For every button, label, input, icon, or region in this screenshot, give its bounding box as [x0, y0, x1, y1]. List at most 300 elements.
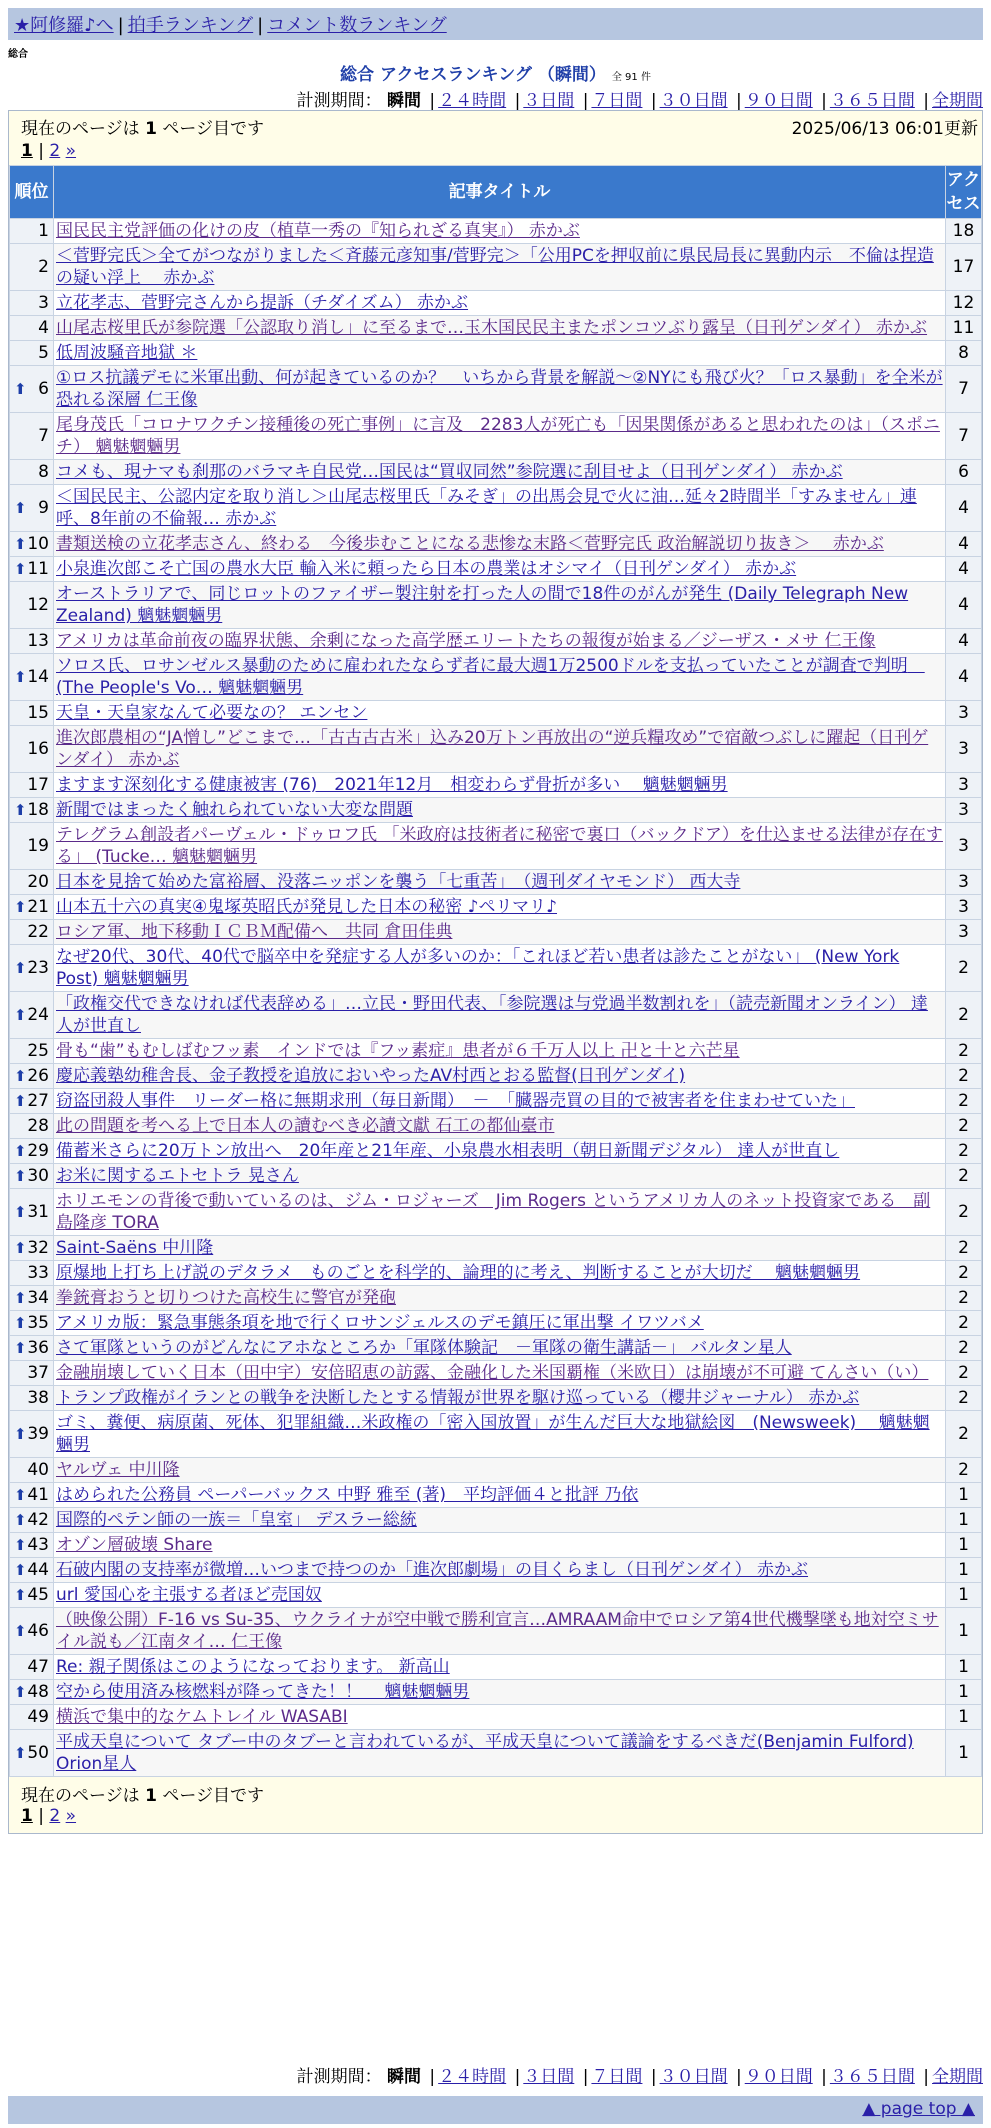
title-cell — [54, 557, 946, 582]
access-count: 3 — [946, 726, 982, 773]
table-row — [10, 1164, 982, 1189]
period-24h[interactable]: ２４時間 — [438, 91, 507, 111]
title-cell — [54, 654, 946, 701]
rank-cell — [10, 654, 54, 701]
total-count: 全 91 件 — [611, 72, 651, 83]
table-row — [10, 870, 982, 895]
title-cell — [54, 1039, 946, 1064]
rank-number: 6 — [38, 379, 49, 399]
article-link[interactable]: 備蓄米さらに20万トン放出へ 20年産と21年産、小泉農水相表明（朝日新聞デジタル） 達人が世直し — [56, 1141, 840, 1161]
title-cell — [54, 341, 946, 366]
access-count: 1 — [946, 1558, 982, 1583]
article-link[interactable]: 平成天皇について タブー中のタブーと言われているが、平成天皇について議論をするべきだ(Benjamin Fulford) Orion星人 — [56, 1732, 914, 1774]
rank-cell — [10, 244, 54, 291]
article-link[interactable]: ホリエモンの背後で動いているのは、ジム・ロジャーズ Jim Rogers というアメリカ人のネット投資家である 副島隆彦 TORA — [56, 1191, 931, 1233]
title-cell — [54, 413, 946, 460]
title-cell — [54, 870, 946, 895]
access-count: 1 — [946, 1508, 982, 1533]
article-link[interactable]: 金融崩壊していく日本（田中宇）安倍昭恵の訪露、金融化した米国覇権（米欧日）は崩壊が不可避 てんさい（い） — [56, 1363, 929, 1383]
article-link[interactable]: ヤルヴェ 中川隆 — [56, 1460, 180, 1480]
rank-cell — [10, 460, 54, 485]
table-row — [10, 1311, 982, 1336]
access-count: 7 — [946, 413, 982, 460]
article-link[interactable]: トランプ政権がイランとの戦争を決断したとする情報が世界を駆け巡っている（櫻井ジャーナル） 赤かぶ — [56, 1388, 860, 1408]
table-row — [10, 1139, 982, 1164]
page-number: 1 — [145, 119, 157, 139]
article-link[interactable]: 天皇・天皇家なんて必要なの？ エンセン — [56, 703, 368, 723]
applause-ranking-link[interactable]: 拍手ランキング — [127, 15, 254, 36]
ranking-title: 総合 アクセスランキング （瞬間） — [340, 65, 606, 85]
access-count: 4 — [946, 532, 982, 557]
article-link[interactable]: 低周波騒音地獄 ＊ — [56, 343, 198, 363]
rank-number: 37 — [27, 1363, 49, 1383]
article-link[interactable]: 原爆地上打ち上げ説のデタラメ ものごとを科学的、論理的に考え、判断することが大切だ 魑魅魍魎男 — [56, 1263, 861, 1283]
rank-number: 27 — [27, 1091, 49, 1111]
title-cell — [54, 1236, 946, 1261]
article-link[interactable]: 新聞ではまったく触れられていない大変な問題 — [56, 800, 413, 820]
rank-cell — [10, 1089, 54, 1114]
rank-number: 49 — [27, 1707, 49, 1727]
access-count: 4 — [946, 654, 982, 701]
title-cell — [54, 726, 946, 773]
title-cell — [54, 316, 946, 341]
table-row — [10, 654, 982, 701]
rank-cell — [10, 1236, 54, 1261]
access-count: 1 — [946, 1705, 982, 1730]
article-link[interactable]: 小泉進次郎こそ亡国の農水大臣 輸入米に頼ったら日本の農業はオシマイ（日刊ゲンダイ） 赤かぶ — [56, 559, 797, 579]
title-cell — [54, 773, 946, 798]
rank-number: 11 — [27, 559, 49, 579]
access-count: 1 — [946, 1680, 982, 1705]
table-row — [10, 291, 982, 316]
table-row — [10, 219, 982, 244]
access-count: 11 — [946, 316, 982, 341]
article-link[interactable]: 山尾志桜里氏が参院選「公認取り消し」に至るまで…玉木国民民主またポンコツぶり露呈（日刊ゲンダイ） 赤かぶ — [56, 318, 928, 338]
article-link[interactable]: ソロス氏、ロサンゼルス暴動のために雇われたならず者に最大週1万2500ドルを支払っていたことが調査で判明 (The People's Vo… 魑魅魍魎男 — [56, 656, 925, 698]
page-top-link[interactable]: ▲ page top ▲ — [862, 2099, 975, 2119]
article-link[interactable]: 拳銃膏おうと切りつけた高校生に警官が発砲 — [56, 1288, 396, 1308]
rank-cell — [10, 1730, 54, 1777]
access-count: 3 — [946, 920, 982, 945]
rank-up-arrow-icon: ⬆ — [14, 1006, 27, 1024]
rank-cell — [10, 1386, 54, 1411]
article-link[interactable]: なぜ20代、30代、40代で脳卒中を発症する人が多いのか：「これほど若い患者は診たことがない」 (New York Post) 魑魅魍魎男 — [56, 947, 900, 989]
pager-top — [9, 111, 982, 165]
article-link[interactable]: ①ロス抗議デモに米軍出動、何が起きているのか？ いちから背景を解説〜②NYにも飛び火？「ロス暴動」を全米が恐れる深層 仁王像 — [56, 368, 943, 410]
rank-cell — [10, 1311, 54, 1336]
table-row — [10, 1236, 982, 1261]
rank-cell — [10, 557, 54, 582]
article-link[interactable]: 空から使用済み核燃料が降ってきた！！ 魑魅魍魎男 — [56, 1682, 470, 1702]
article-link[interactable]: ますます深刻化する健康被害 (76) 2021年12月 相変わらず骨折が多い 魑魅魍魎男 — [56, 775, 728, 795]
access-count: 12 — [946, 291, 982, 316]
table-row — [10, 945, 982, 992]
rank-cell — [10, 1533, 54, 1558]
period-90d[interactable]: ９０日間 — [744, 2067, 813, 2087]
title-cell — [54, 1411, 946, 1458]
rank-up-arrow-icon: ⬆ — [14, 380, 27, 398]
access-count: 2 — [946, 1286, 982, 1311]
access-count: 2 — [946, 1261, 982, 1286]
access-count: 3 — [946, 895, 982, 920]
rank-number: 17 — [27, 775, 49, 795]
rank-cell — [10, 629, 54, 654]
comment-ranking-link[interactable]: コメント数ランキング — [267, 15, 447, 36]
table-row — [10, 316, 982, 341]
table-row — [10, 1655, 982, 1680]
access-count: 2 — [946, 1386, 982, 1411]
rank-cell — [10, 1286, 54, 1311]
article-link[interactable]: 進次郎農相の“JA憎し”どこまで…「古古古古米」込み20万トン再放出の“逆兵糧攻め”で宿敵つぶしに躍起（日刊ゲンダイ） 赤かぶ — [56, 728, 929, 770]
rank-up-arrow-icon: ⬆ — [14, 1586, 27, 1604]
header-rank: 順位 — [10, 166, 54, 219]
title-cell — [54, 1705, 946, 1730]
title-cell — [54, 1730, 946, 1777]
article-link[interactable]: ロシア軍、地下移動ＩＣＢＭ配備へ 共同 倉田佳典 — [56, 922, 453, 942]
rank-cell — [10, 1114, 54, 1139]
period-90d[interactable]: ９０日間 — [744, 91, 813, 111]
period-3d[interactable]: ３日間 — [523, 91, 575, 111]
table-row — [10, 1730, 982, 1777]
title-cell — [54, 485, 946, 532]
title-cell — [54, 1189, 946, 1236]
period-label: 計測期間： — [296, 2067, 382, 2087]
article-link[interactable]: Re: 親子関係はこのようになっております。 新高山 — [56, 1657, 450, 1677]
access-count: 2 — [946, 945, 982, 992]
access-count: 2 — [946, 1336, 982, 1361]
table-row — [10, 244, 982, 291]
period-24h[interactable]: ２４時間 — [438, 2067, 507, 2087]
updated-time: 2025/06/13 06:01更新 — [791, 119, 978, 139]
title-cell — [54, 1386, 946, 1411]
access-count: 3 — [946, 870, 982, 895]
rank-up-arrow-icon: ⬆ — [14, 1203, 27, 1221]
rank-number: 16 — [27, 739, 49, 759]
rank-number: 26 — [27, 1066, 49, 1086]
rank-up-arrow-icon: ⬆ — [14, 1511, 27, 1529]
rank-cell — [10, 920, 54, 945]
article-link[interactable]: お米に関するエトセトラ 晃さん — [56, 1166, 299, 1186]
rank-cell — [10, 582, 54, 629]
access-count: 2 — [946, 1114, 982, 1139]
pagination: 1 | 2 » — [21, 141, 77, 161]
title-cell — [54, 582, 946, 629]
rank-cell — [10, 1608, 54, 1655]
article-link[interactable]: コメも、現ナマも刹那のバラマキ自民党…国民は“買収同然”参院選に刮目せよ（日刊ゲンダイ） 赤かぶ — [56, 462, 843, 482]
header-access: アクセス — [946, 166, 982, 219]
title-cell — [54, 366, 946, 413]
rank-number: 45 — [27, 1585, 49, 1605]
rank-up-arrow-icon: ⬆ — [14, 1314, 27, 1332]
rank-cell — [10, 1680, 54, 1705]
rank-cell — [10, 992, 54, 1039]
access-count: 3 — [946, 798, 982, 823]
article-link[interactable]: 骨も“歯”もむしばむフッ素 インドでは『フッ素症』患者が６千万人以上 卍と十と六芒星 — [56, 1041, 740, 1061]
rank-number: 43 — [27, 1535, 49, 1555]
table-row — [10, 460, 982, 485]
rank-up-arrow-icon: ⬆ — [14, 1289, 27, 1307]
access-count: 2 — [946, 1311, 982, 1336]
rank-number: 14 — [27, 667, 49, 687]
access-count: 8 — [946, 341, 982, 366]
rank-number: 10 — [27, 534, 49, 554]
article-link[interactable]: はめられた公務員 ペーパーバックス 中野 雅至 (著) 平均評価４と批評 乃依 — [56, 1485, 639, 1505]
rank-cell — [10, 1483, 54, 1508]
page-title — [0, 60, 991, 85]
article-link[interactable]: 石破内閣の支持率が微増…いつまで持つのか「進次郎劇場」の目くらまし（日刊ゲンダイ） 赤かぶ — [56, 1560, 809, 1580]
article-link[interactable]: アメリカ版：緊急事態条項を地で行くロサンジェルスのデモ鎮圧に軍出撃 イワツバメ — [56, 1313, 704, 1333]
table-row — [10, 1386, 982, 1411]
access-count: 4 — [946, 485, 982, 532]
table-row — [10, 1583, 982, 1608]
rank-number: 12 — [27, 595, 49, 615]
rank-cell — [10, 413, 54, 460]
title-cell — [54, 1261, 946, 1286]
table-row — [10, 798, 982, 823]
table-row — [10, 1558, 982, 1583]
table-row — [10, 920, 982, 945]
rank-up-arrow-icon: ⬆ — [14, 1142, 27, 1160]
access-count: 4 — [946, 629, 982, 654]
rank-up-arrow-icon: ⬆ — [14, 1339, 27, 1357]
article-link[interactable]: 国民民主党評価の化けの皮（植草一秀の『知られざる真実』） 赤かぶ — [56, 221, 580, 241]
rank-cell — [10, 895, 54, 920]
page-number: 1 — [145, 1786, 157, 1806]
rank-number: 41 — [27, 1485, 49, 1505]
title-cell — [54, 895, 946, 920]
header-title: 記事タイトル — [54, 166, 946, 219]
article-link[interactable]: オゾン層破壊 Share — [56, 1535, 213, 1555]
table-row — [10, 823, 982, 870]
article-link[interactable]: 山本五十六の真実④鬼塚英昭氏が発見した日本の秘密 ♪ペリマリ♪ — [56, 897, 558, 917]
period-30d[interactable]: ３０日間 — [659, 2067, 728, 2087]
article-link[interactable]: 此の問題を考へる上で日本人の讀むべき必讀文獻 石工の都仙臺市 — [56, 1116, 555, 1136]
table-row — [10, 1483, 982, 1508]
table-row — [10, 366, 982, 413]
title-cell — [54, 1336, 946, 1361]
period-current: 瞬間 — [387, 91, 422, 111]
rank-cell — [10, 1411, 54, 1458]
title-cell — [54, 920, 946, 945]
period-3d[interactable]: ３日間 — [523, 2067, 575, 2087]
rank-cell — [10, 701, 54, 726]
rank-number: 4 — [38, 318, 49, 338]
rank-cell — [10, 1583, 54, 1608]
title-cell — [54, 291, 946, 316]
table-row — [10, 895, 982, 920]
rank-number: 21 — [27, 897, 49, 917]
rank-number: 22 — [27, 922, 49, 942]
rank-number: 40 — [27, 1460, 49, 1480]
title-cell — [54, 219, 946, 244]
article-link[interactable]: 国際的ペテン師の一族＝「皇室」 デスラー総統 — [56, 1510, 417, 1530]
page-2-link[interactable]: 2 — [49, 141, 61, 161]
rank-number: 44 — [27, 1560, 49, 1580]
article-link[interactable]: 立花孝志、菅野完さんから提訴（チダイズム） 赤かぶ — [56, 293, 469, 313]
access-count: 2 — [946, 1189, 982, 1236]
table-row — [10, 1680, 982, 1705]
pagination: 1 | 2 » — [21, 1806, 77, 1826]
title-cell — [54, 1361, 946, 1386]
article-link[interactable]: ゴミ、糞便、病原菌、死体、犯罪組織…米政権の「密入国放置」が生んだ巨大な地獄絵図 (Newsweek) 魑魅魍魎男 — [56, 1413, 930, 1455]
access-count: 4 — [946, 582, 982, 629]
rank-cell — [10, 366, 54, 413]
table-row — [10, 1705, 982, 1730]
title-cell — [54, 1311, 946, 1336]
period-7d[interactable]: ７日間 — [591, 91, 643, 111]
period-all[interactable]: 全期間 — [932, 2067, 983, 2087]
rank-number: 38 — [27, 1388, 49, 1408]
article-link[interactable]: 書類送検の立花孝志さん、終わる 今後歩むことになる悲惨な末路＜菅野完氏 政治解説切り抜き＞ 赤かぶ — [56, 534, 884, 554]
period-all[interactable]: 全期間 — [932, 91, 983, 111]
table-row — [10, 1411, 982, 1458]
period-365d[interactable]: ３６５日間 — [829, 2067, 915, 2087]
rank-number: 34 — [27, 1288, 49, 1308]
rank-up-arrow-icon: ⬆ — [14, 560, 27, 578]
article-link[interactable]: （映像公開）F-16 vs Su-35、ウクライナが空中戦で勝利宣言…AMRAAM命中でロシア第4世代機撃墜も地対空ミサイル説も／江南タイ… 仁王像 — [56, 1610, 939, 1652]
period-selector-bottom: 計測期間： 瞬間 | ２４時間 | ３日間 | ７日間 | ３０日間 | ９０日間 | ３６５日間 | 全期間 — [296, 2067, 983, 2087]
table-row — [10, 532, 982, 557]
access-count: 2 — [946, 1089, 982, 1114]
rank-cell — [10, 1039, 54, 1064]
article-link[interactable]: 窃盗団殺人事件 リーダー格に無期求刑（毎日新聞） － 「臓器売買の目的で被害者を住まわせていた」 — [56, 1091, 855, 1111]
access-count: 2 — [946, 1361, 982, 1386]
rank-cell — [10, 219, 54, 244]
article-link[interactable]: ＜国民民主、公認内定を取り消し＞山尾志桜里氏「みそぎ」の出馬会見で火に油…延々2時間半「すみません」連呼、8年前の不倫報… 赤かぶ — [56, 487, 917, 529]
rank-number: 46 — [27, 1621, 49, 1641]
access-count: 2 — [946, 1458, 982, 1483]
page-text-post: ページ目です — [162, 119, 264, 139]
next-page-link[interactable]: » — [65, 141, 77, 161]
next-page-link[interactable]: » — [65, 1806, 77, 1826]
title-cell — [54, 1064, 946, 1089]
article-link[interactable]: 日本を見捨て始めた富裕層、没落ニッポンを襲う「七重苦」 （週刊ダイヤモンド） 西大寺 — [56, 872, 741, 892]
table-row — [10, 1089, 982, 1114]
table-row — [10, 1039, 982, 1064]
period-7d[interactable]: ７日間 — [591, 2067, 643, 2087]
rank-up-arrow-icon: ⬆ — [14, 1239, 27, 1257]
rank-up-arrow-icon: ⬆ — [14, 801, 27, 819]
article-link[interactable]: 尾身茂氏「コロナワクチン接種後の死亡事例」に言及 2283人が死亡も「因果関係があると思われたのは」（スポニチ） 魑魅魍魎男 — [56, 415, 940, 457]
article-link[interactable]: Saint-Saëns 中川隆 — [56, 1238, 214, 1258]
title-cell — [54, 945, 946, 992]
period-30d[interactable]: ３０日間 — [659, 91, 728, 111]
rank-up-arrow-icon: ⬆ — [14, 1683, 27, 1701]
rank-up-arrow-icon: ⬆ — [14, 898, 27, 916]
rank-number: 35 — [27, 1313, 49, 1333]
title-cell — [54, 1483, 946, 1508]
table-row — [10, 726, 982, 773]
rank-cell — [10, 798, 54, 823]
article-link[interactable]: ＜菅野完氏＞全てがつながりました＜斉藤元彦知事/菅野完＞「公用PCを押収前に県民局長に異動内示 不倫は捏造の疑い浮上 赤かぶ — [56, 246, 934, 288]
article-link[interactable]: 横浜で集中的なケムトレイル WASABI — [56, 1707, 348, 1727]
access-count: 2 — [946, 1411, 982, 1458]
rank-number: 28 — [27, 1116, 49, 1136]
article-link[interactable]: オーストラリアで、同じロットのファイザー製注射を打った人の間で18件のがんが発生 (Daily Telegraph New Zealand) 魑魅魍魎男 — [56, 584, 909, 626]
table-row — [10, 1114, 982, 1139]
access-count: 2 — [946, 992, 982, 1039]
rank-up-arrow-icon: ⬆ — [14, 1092, 27, 1110]
rank-cell — [10, 1458, 54, 1483]
table-row — [10, 1189, 982, 1236]
title-cell — [54, 1583, 946, 1608]
rank-number: 3 — [38, 293, 49, 313]
article-link[interactable]: アメリカは革命前夜の臨界状態、余剰になった高学歴エリートたちの報復が始まる／ジーザス・メサ 仁王像 — [56, 631, 876, 651]
title-cell — [54, 1458, 946, 1483]
bottom-bar — [8, 2096, 983, 2124]
category-label: 総合 — [8, 49, 28, 60]
title-cell — [54, 1608, 946, 1655]
top-nav-bar — [8, 8, 983, 40]
table-row — [10, 629, 982, 654]
rank-cell — [10, 291, 54, 316]
access-count: 2 — [946, 1039, 982, 1064]
rank-up-arrow-icon: ⬆ — [14, 1486, 27, 1504]
rank-cell — [10, 1139, 54, 1164]
access-count: 1 — [946, 1583, 982, 1608]
rank-number: 42 — [27, 1510, 49, 1530]
title-cell — [54, 992, 946, 1039]
ranking-panel — [8, 110, 983, 1834]
access-count: 7 — [946, 366, 982, 413]
title-cell — [54, 1680, 946, 1705]
table-row — [10, 557, 982, 582]
rank-up-arrow-icon: ⬆ — [14, 1561, 27, 1579]
article-link[interactable]: url 愛国心を主張する者ほど売国奴 — [56, 1585, 322, 1605]
rank-number: 36 — [27, 1338, 49, 1358]
page-2-link[interactable]: 2 — [49, 1806, 61, 1826]
rank-up-arrow-icon: ⬆ — [14, 959, 27, 977]
period-label: 計測期間： — [296, 91, 382, 111]
rank-cell — [10, 316, 54, 341]
access-count: 2 — [946, 1064, 982, 1089]
table-row — [10, 1286, 982, 1311]
access-count: 2 — [946, 1164, 982, 1189]
article-link[interactable]: 慶応義塾幼稚舎長、金子教授を追放においやったAV村西とおる監督(日刊ゲンダイ) — [56, 1066, 686, 1086]
table-row — [10, 413, 982, 460]
rank-cell — [10, 1164, 54, 1189]
title-cell — [54, 1139, 946, 1164]
rank-up-arrow-icon: ⬆ — [14, 1067, 27, 1085]
rank-number: 48 — [27, 1682, 49, 1702]
rank-number: 8 — [38, 462, 49, 482]
rank-cell — [10, 1655, 54, 1680]
rank-up-arrow-icon: ⬆ — [14, 535, 27, 553]
table-header-row — [10, 166, 982, 219]
title-cell — [54, 1089, 946, 1114]
access-count: 1 — [946, 1483, 982, 1508]
title-cell — [54, 1508, 946, 1533]
rank-cell — [10, 823, 54, 870]
rank-cell — [10, 870, 54, 895]
article-link[interactable]: 「政権交代できなければ代表辞める」…立民・野田代表、「参院選は与党過半数割れを」（読売新聞オンライン） 達人が世直し — [56, 994, 928, 1036]
article-link[interactable]: さて軍隊というのがどんなにアホなところか「軍隊体験記 －軍隊の衛生講話－」 バルタン星人 — [56, 1338, 792, 1358]
rank-number: 20 — [27, 872, 49, 892]
rank-up-arrow-icon: ⬆ — [14, 1622, 27, 1640]
separator: | — [117, 15, 124, 36]
article-link[interactable]: テレグラム創設者パーヴェル・ドゥロフ氏 「米政府は技術者に秘密で裏口（バックドア）を仕込ませる法律が存在する」 (Tucke… 魑魅魍魎男 — [56, 825, 943, 867]
separator: | — [257, 15, 264, 36]
access-count: 3 — [946, 701, 982, 726]
rank-number: 25 — [27, 1041, 49, 1061]
rank-number: 50 — [27, 1743, 49, 1763]
rank-cell — [10, 1189, 54, 1236]
table-row — [10, 1458, 982, 1483]
rank-number: 18 — [27, 800, 49, 820]
ranking-table — [9, 165, 982, 1777]
asyura-home-link[interactable]: ★阿修羅♪へ — [14, 15, 114, 36]
period-365d[interactable]: ３６５日間 — [829, 91, 915, 111]
